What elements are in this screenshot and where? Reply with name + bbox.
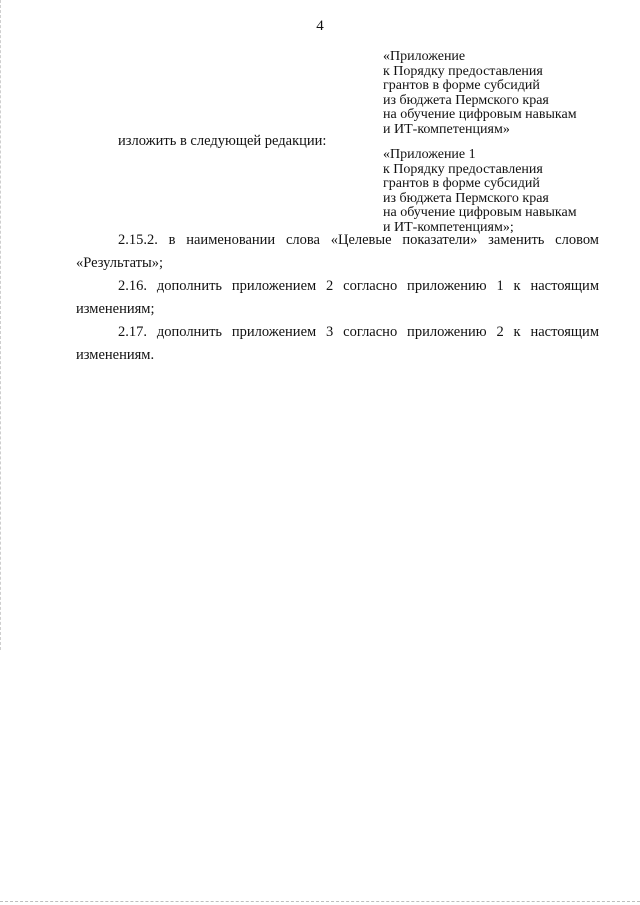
- appendix-new-line: грантов в форме субсидий: [383, 176, 540, 192]
- appendix-new-line: из бюджета Пермского края: [383, 190, 549, 206]
- scan-left-edge: [0, 0, 3, 650]
- appendix-new-line: на обучение цифровым навыкам: [383, 205, 577, 221]
- appendix-new-line: к Порядку предоставления: [383, 161, 543, 177]
- appendix-old-line: грантов в форме субсидий: [383, 78, 540, 94]
- appendix-old-line: и ИТ-компетенциям»: [383, 121, 510, 137]
- intro-text: изложить в следующей редакции:: [118, 133, 327, 149]
- scan-bottom-edge: [0, 901, 640, 902]
- page-number: 4: [316, 18, 324, 34]
- amendment-item-2-16: 2.16. дополнить приложением 2 согласно приложению 1 к настоящим изменениям;: [76, 278, 599, 317]
- appendix-old-line: из бюджета Пермского края: [383, 92, 549, 108]
- amendment-items: [76, 229, 599, 367]
- appendix-new-line: и ИТ-компетенциям»;: [383, 219, 514, 235]
- appendix-reference-old: [383, 50, 623, 138]
- appendix-new-line: «Приложение 1: [383, 147, 476, 162]
- appendix-old-line: на обучение цифровым навыкам: [383, 107, 577, 123]
- appendix-reference-new: [383, 148, 623, 236]
- appendix-old-line: к Порядку предоставления: [383, 63, 543, 79]
- amendment-item-2-15-2: 2.15.2. в наименовании слова «Целевые показатели» заменить словом «Результаты»;: [76, 232, 599, 271]
- amendment-item-2-17: 2.17. дополнить приложением 3 согласно приложению 2 к настоящим изменениям.: [76, 324, 599, 363]
- appendix-old-line: «Приложение: [383, 49, 466, 64]
